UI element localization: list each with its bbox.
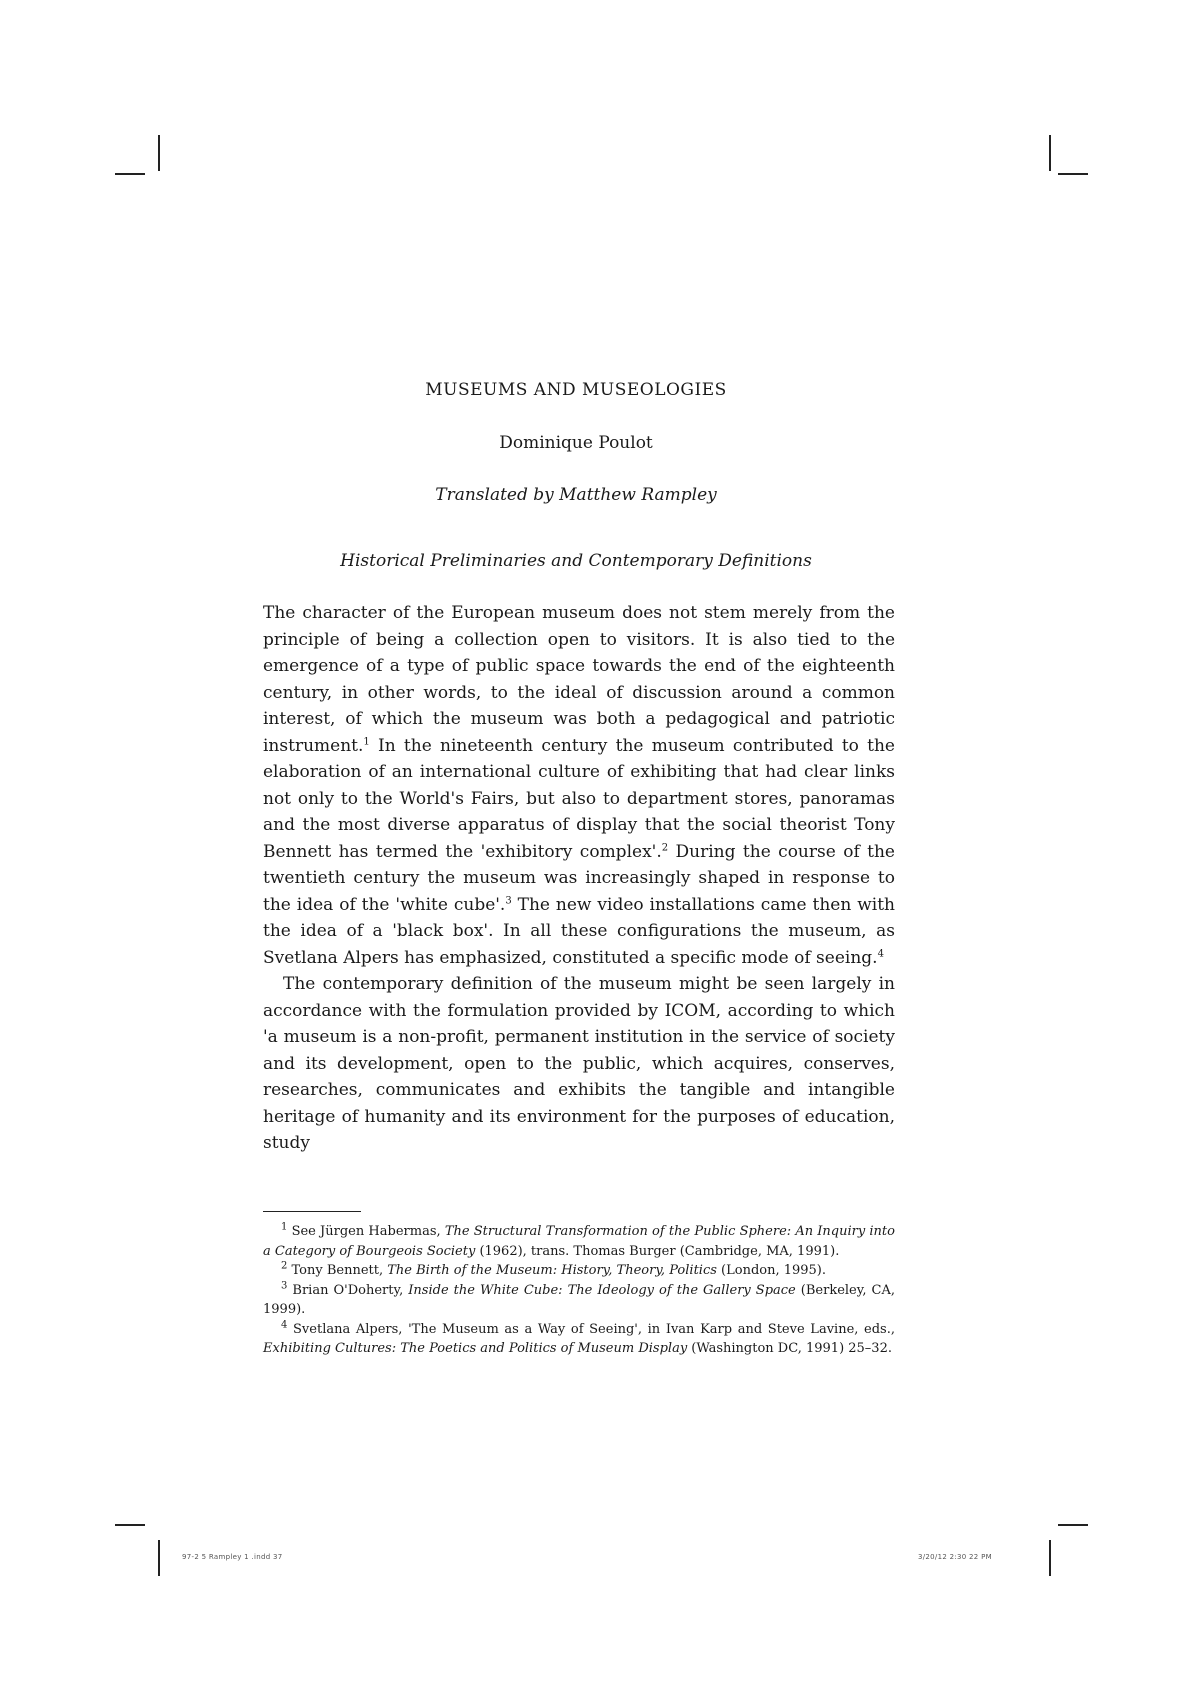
- footnote-ref: 2: [661, 841, 669, 853]
- text-run: The character of the European museum does not stem merely from the principle of being a collection open to visitors. It is also tied to the emergence of a type of public space towards the end of the eighteenth century, in other words, to the ideal of discussion around a common interest, of which the museum was both a pedagogical and patriotic instrument.: [263, 603, 895, 756]
- footnote-title: Exhibiting Cultures: The Poetics and Politics of Museum Display: [263, 1341, 688, 1356]
- footnote-ref: 1: [363, 735, 370, 747]
- text-run: During the course of the twentieth century the museum was increasingly shaped in response to the idea of the 'white cube'.: [263, 841, 895, 915]
- footnote-number: 3: [281, 1280, 288, 1292]
- crop-mark: [115, 173, 145, 175]
- footnote-ref: 3: [505, 894, 512, 906]
- footnote-text: Svetlana Alpers, 'The Museum as a Way of Seeing', in Ivan Karp and Steve Lavine, eds.,: [287, 1321, 895, 1337]
- footnote-number: 2: [281, 1260, 288, 1272]
- footnote-text: Tony Bennett,: [287, 1263, 388, 1278]
- footnote-ref: 4: [877, 947, 884, 959]
- text-run: In the nineteenth century the museum contributed to the elaboration of an international culture of exhibiting that had clear links not only to the World's Fairs, but also to department stores, panoramas and the most diverse apparatus of display that the social theorist Tony Bennett has termed the 'exhibitory complex'.: [263, 735, 895, 862]
- body-text: [263, 600, 895, 1157]
- footnote: [263, 1281, 895, 1320]
- footnote-text: (London, 1995).: [716, 1263, 827, 1278]
- print-slug-right: 3/20/12 2:30 22 PM: [918, 1553, 992, 1561]
- footnote-text: (Berkeley, CA, 1999).: [263, 1282, 895, 1317]
- footnote-number: 4: [281, 1319, 288, 1331]
- text-run: The new video installations came then with the idea of a 'black box'. In all these configurations the museum, as Svetlana Alpers has emphasized, constituted a specific mode of seeing.: [263, 894, 895, 968]
- footnote-text: (1962), trans. Thomas Burger (Cambridge, MA, 1991).: [475, 1243, 840, 1259]
- author-name: Dominique Poulot: [499, 433, 653, 453]
- footnote-text: (Washington DC, 1991) 25–32.: [687, 1341, 892, 1356]
- crop-mark: [1049, 1540, 1051, 1576]
- translator-credit: Translated by Matthew Rampley: [435, 485, 717, 505]
- paragraph: [263, 971, 895, 1157]
- crop-mark: [1058, 1524, 1088, 1526]
- footnote: [263, 1320, 895, 1359]
- crop-mark: [115, 1524, 145, 1526]
- crop-mark: [1058, 173, 1088, 175]
- paragraph: [263, 600, 895, 971]
- footnote: [263, 1261, 895, 1281]
- footnotes: [263, 1222, 895, 1359]
- text-run: The contemporary definition of the museum might be seen largely in accordance with the formulation provided by ICOM, according to which 'a museum is a non-profit, permanent institution in the service of society and its development, open to the public, which acquires, conserves, researches, communicates and exhibits the tangible and intangible heritage of humanity and its environment for the purposes of education, study: [263, 974, 895, 1153]
- footnote-text: Brian O'Doherty,: [287, 1282, 409, 1298]
- footnote-title: The Structural Transformation of the Public Sphere: An Inquiry into a Category of Bourgeois Society: [263, 1224, 895, 1259]
- footnote-title: The Birth of the Museum: History, Theory, Politics: [387, 1263, 717, 1278]
- crop-mark: [158, 135, 160, 171]
- crop-mark: [158, 1540, 160, 1576]
- footnote-title: Inside the White Cube: The Ideology of the Gallery Space: [408, 1282, 796, 1298]
- chapter-title: MUSEUMS AND MUSEOLOGIES: [425, 380, 727, 400]
- footnote-text: See Jürgen Habermas,: [287, 1224, 445, 1239]
- print-slug-left: 97-2 5 Rampley 1 .indd 37: [182, 1553, 283, 1561]
- section-heading: Historical Preliminaries and Contemporary Definitions: [340, 551, 812, 571]
- footnote: [263, 1222, 895, 1261]
- crop-mark: [1049, 135, 1051, 171]
- footnote-number: 1: [281, 1221, 288, 1233]
- footnote-rule: [263, 1211, 361, 1212]
